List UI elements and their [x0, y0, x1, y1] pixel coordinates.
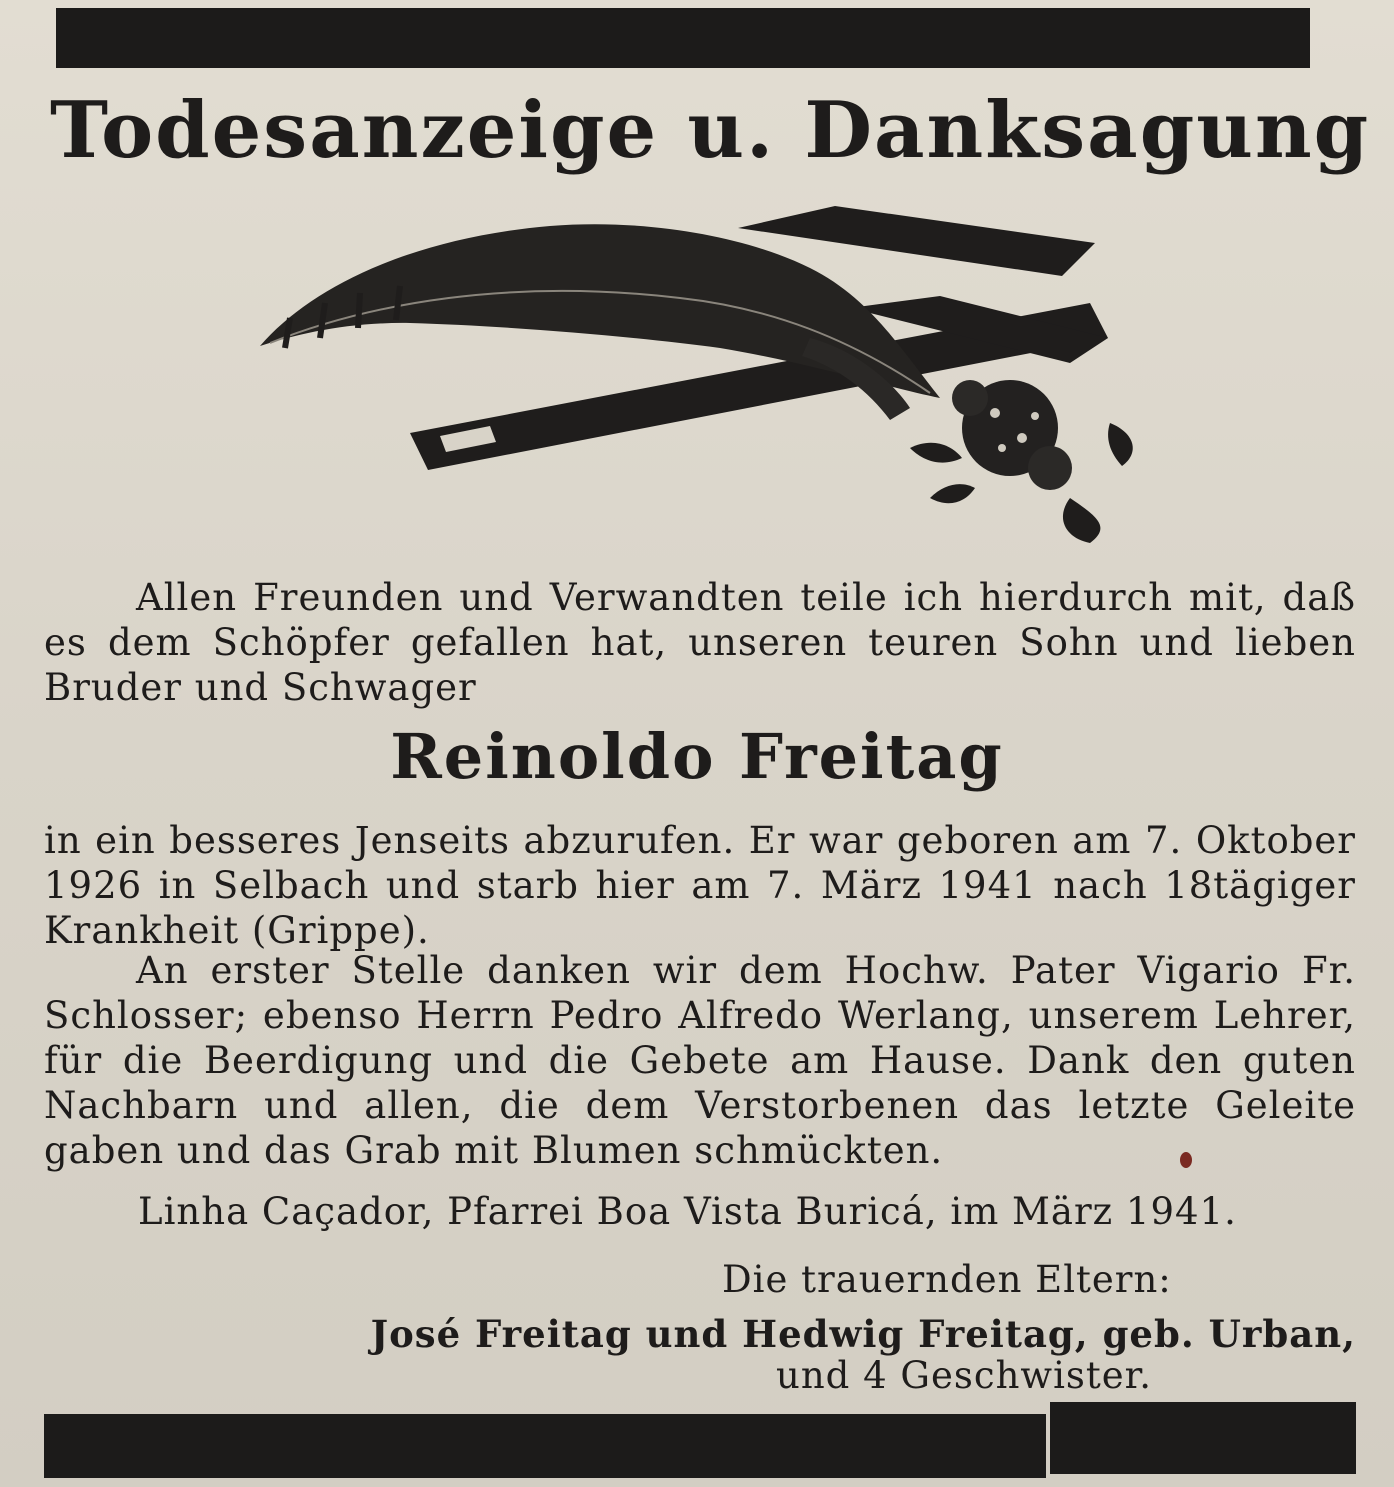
details-paragraph: in ein besseres Jenseits abzurufen. Er war geboren am 7. Oktober 1926 in Selbach und starb hier am 7. März 1941 nach 18tägiger Krankheit (Grippe). — [44, 819, 1356, 952]
bottom-border-bar-left — [44, 1414, 1046, 1478]
siblings-line: und 4 Geschwister. — [776, 1354, 1153, 1397]
deceased-name: Reinoldo Freitag — [390, 720, 1004, 793]
notice-heading: Todesanzeige u. Danksagung — [50, 85, 1371, 176]
closing-line: Die trauernden Eltern: — [722, 1258, 1172, 1301]
place-date-line: Linha Caçador, Pfarrei Boa Vista Buricá, im März 1941. — [138, 1190, 1237, 1233]
ink-spot — [1180, 1152, 1192, 1168]
thanks-paragraph: An erster Stelle danken wir dem Hochw. Pater Vigario Fr. Schlosser; ebenso Herrn Pedro Alfredo Werlang, unserem Lehrer, für die Beerdigung und die Gebete am Hause. Dank den guten Nachbarn und allen, die dem Verstorbenen das letzte Geleite gaben und das Grab mit Blumen schmückten. — [44, 949, 1356, 1172]
palm-branch-cross-flowers-icon — [250, 198, 1160, 558]
top-border-bar — [56, 8, 1310, 68]
bottom-border-bar-right — [1050, 1402, 1356, 1474]
intro-paragraph: Allen Freunden und Verwandten teile ich hierdurch mit, daß es dem Schöpfer gefallen hat, unseren teuren Sohn und lieben Bruder und Schwager — [44, 576, 1356, 709]
signers-line: José Freitag und Hedwig Freitag, geb. Urban, — [370, 1312, 1356, 1356]
